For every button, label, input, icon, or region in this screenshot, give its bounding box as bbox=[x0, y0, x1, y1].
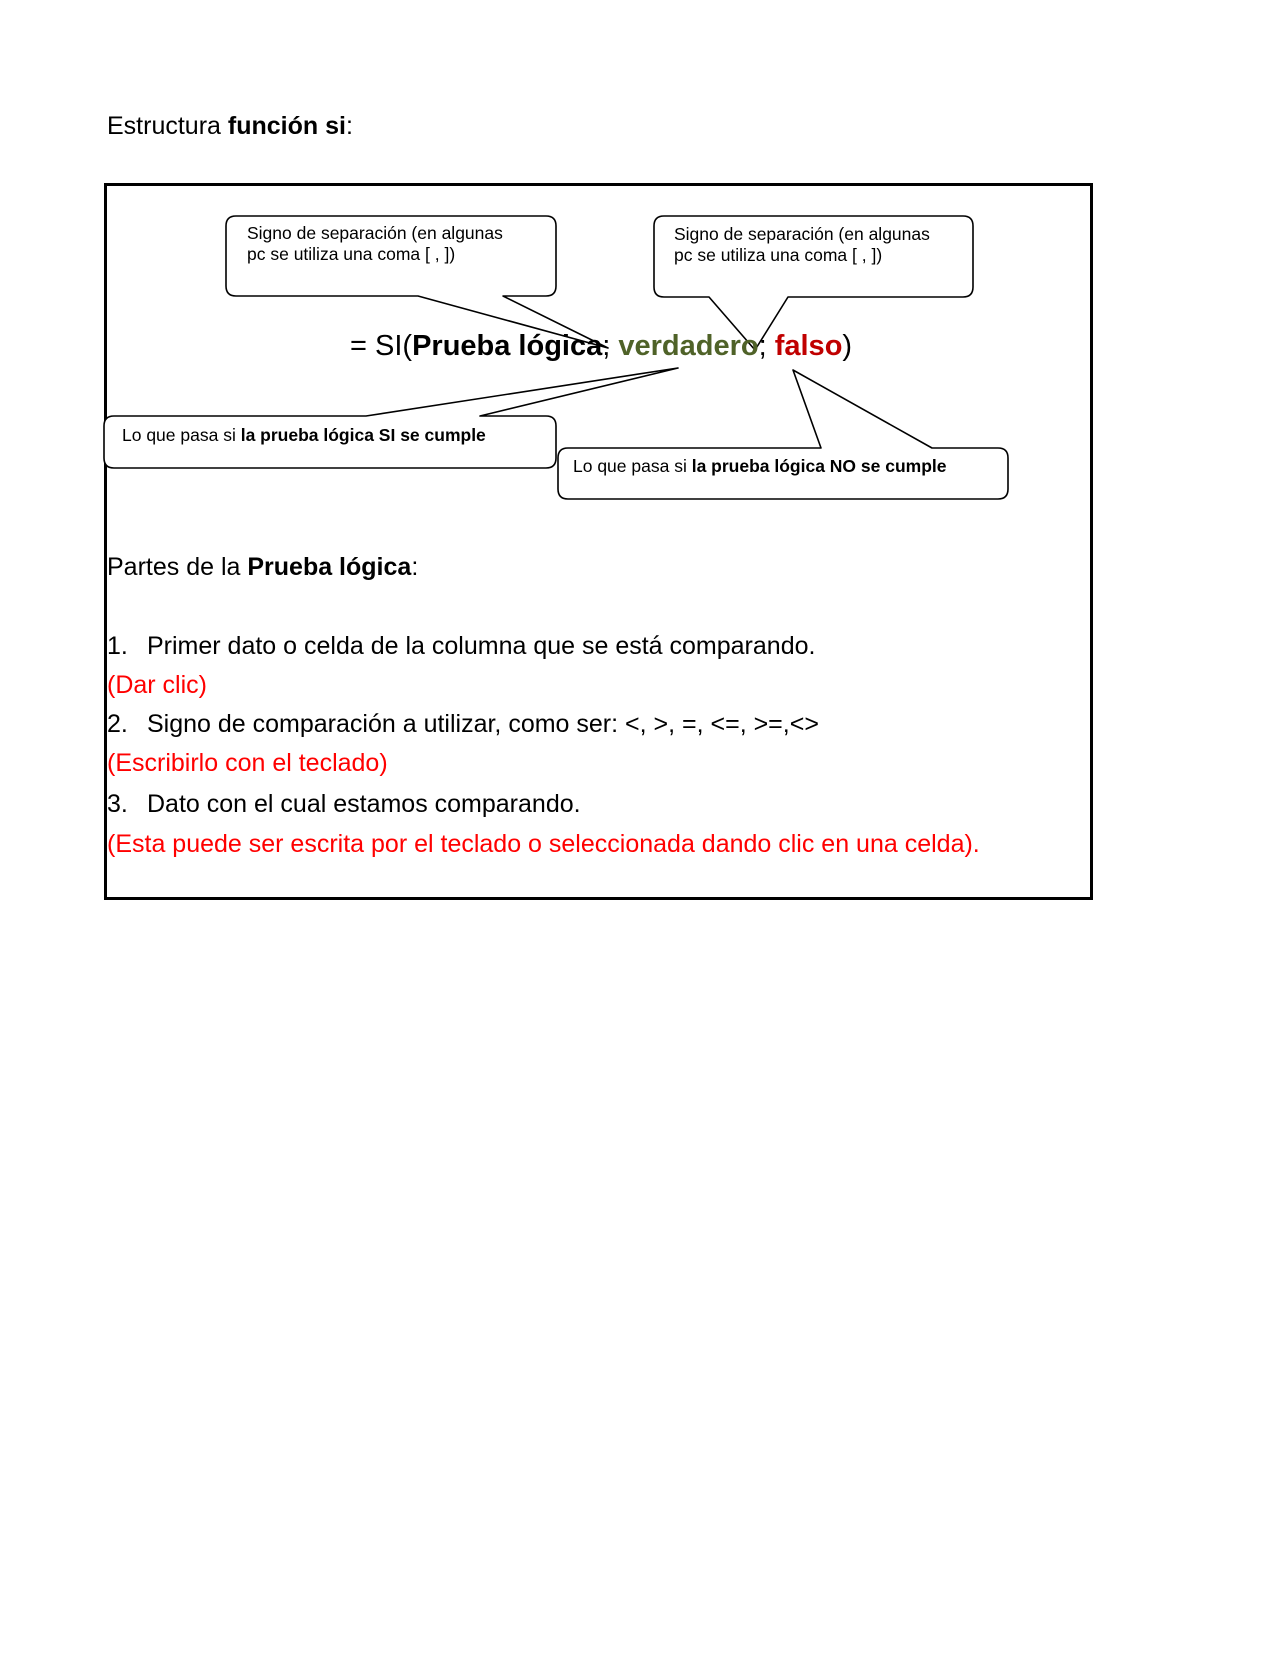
callout-sep-right-line1: Signo de separación (en algunas bbox=[674, 224, 930, 244]
callout-sep-left-line1: Signo de separación (en algunas bbox=[247, 223, 503, 243]
list-item-text: Dato con el cual estamos comparando. bbox=[147, 790, 581, 818]
list-item-note: (Dar clic) bbox=[107, 671, 207, 699]
heading-suffix: : bbox=[345, 112, 353, 140]
list-item-number: 3. bbox=[107, 790, 128, 818]
formula-separator-1: ; bbox=[602, 330, 619, 362]
callout-sep-left-line2: pc se utiliza una coma [ , ]) bbox=[247, 244, 456, 264]
parts-title-suffix: : bbox=[411, 553, 419, 581]
callout-false-case bbox=[573, 456, 947, 477]
formula-false-value: falso bbox=[774, 330, 843, 362]
list-item-note: (Escribirlo con el teclado) bbox=[107, 749, 388, 777]
callout-sep-right bbox=[674, 224, 930, 266]
list-item-text: Primer dato o celda de la columna que se está comparando. bbox=[147, 632, 816, 660]
callout-false-bold: la prueba lógica NO se cumple bbox=[691, 456, 947, 476]
parts-title-prefix: Partes de la bbox=[107, 553, 248, 581]
list-item bbox=[107, 632, 815, 661]
list-item-note: (Esta puede ser escrita por el teclado o seleccionada dando clic en una celda). bbox=[107, 830, 980, 858]
list-item-number: 1. bbox=[107, 632, 128, 660]
list-item bbox=[107, 710, 819, 739]
callout-true-prefix: Lo que pasa si bbox=[122, 425, 241, 445]
callout-false-shape bbox=[558, 370, 1008, 499]
formula-start: = SI( bbox=[350, 330, 413, 362]
callout-sep-right-line2: pc se utiliza una coma [ , ]) bbox=[674, 245, 883, 265]
formula-end: ) bbox=[842, 330, 853, 362]
parts-title bbox=[107, 553, 418, 582]
callout-sep-left bbox=[247, 223, 503, 265]
heading-bold: función si bbox=[227, 112, 346, 140]
formula-true-value: verdadero bbox=[618, 330, 759, 362]
callout-true-bold: la prueba lógica SI se cumple bbox=[240, 425, 486, 445]
callout-false-prefix: Lo que pasa si bbox=[573, 456, 692, 476]
formula-separator-2: ; bbox=[758, 330, 775, 362]
parts-title-bold: Prueba lógica bbox=[247, 553, 412, 581]
list-item bbox=[107, 790, 581, 819]
list-item-number: 2. bbox=[107, 710, 128, 738]
list-item-text: Signo de comparación a utilizar, como ser: <, >, =, <=, >=,<> bbox=[147, 710, 819, 738]
callout-true-case bbox=[122, 425, 486, 446]
heading-prefix: Estructura bbox=[107, 112, 228, 140]
formula-test: Prueba lógica bbox=[412, 330, 603, 362]
